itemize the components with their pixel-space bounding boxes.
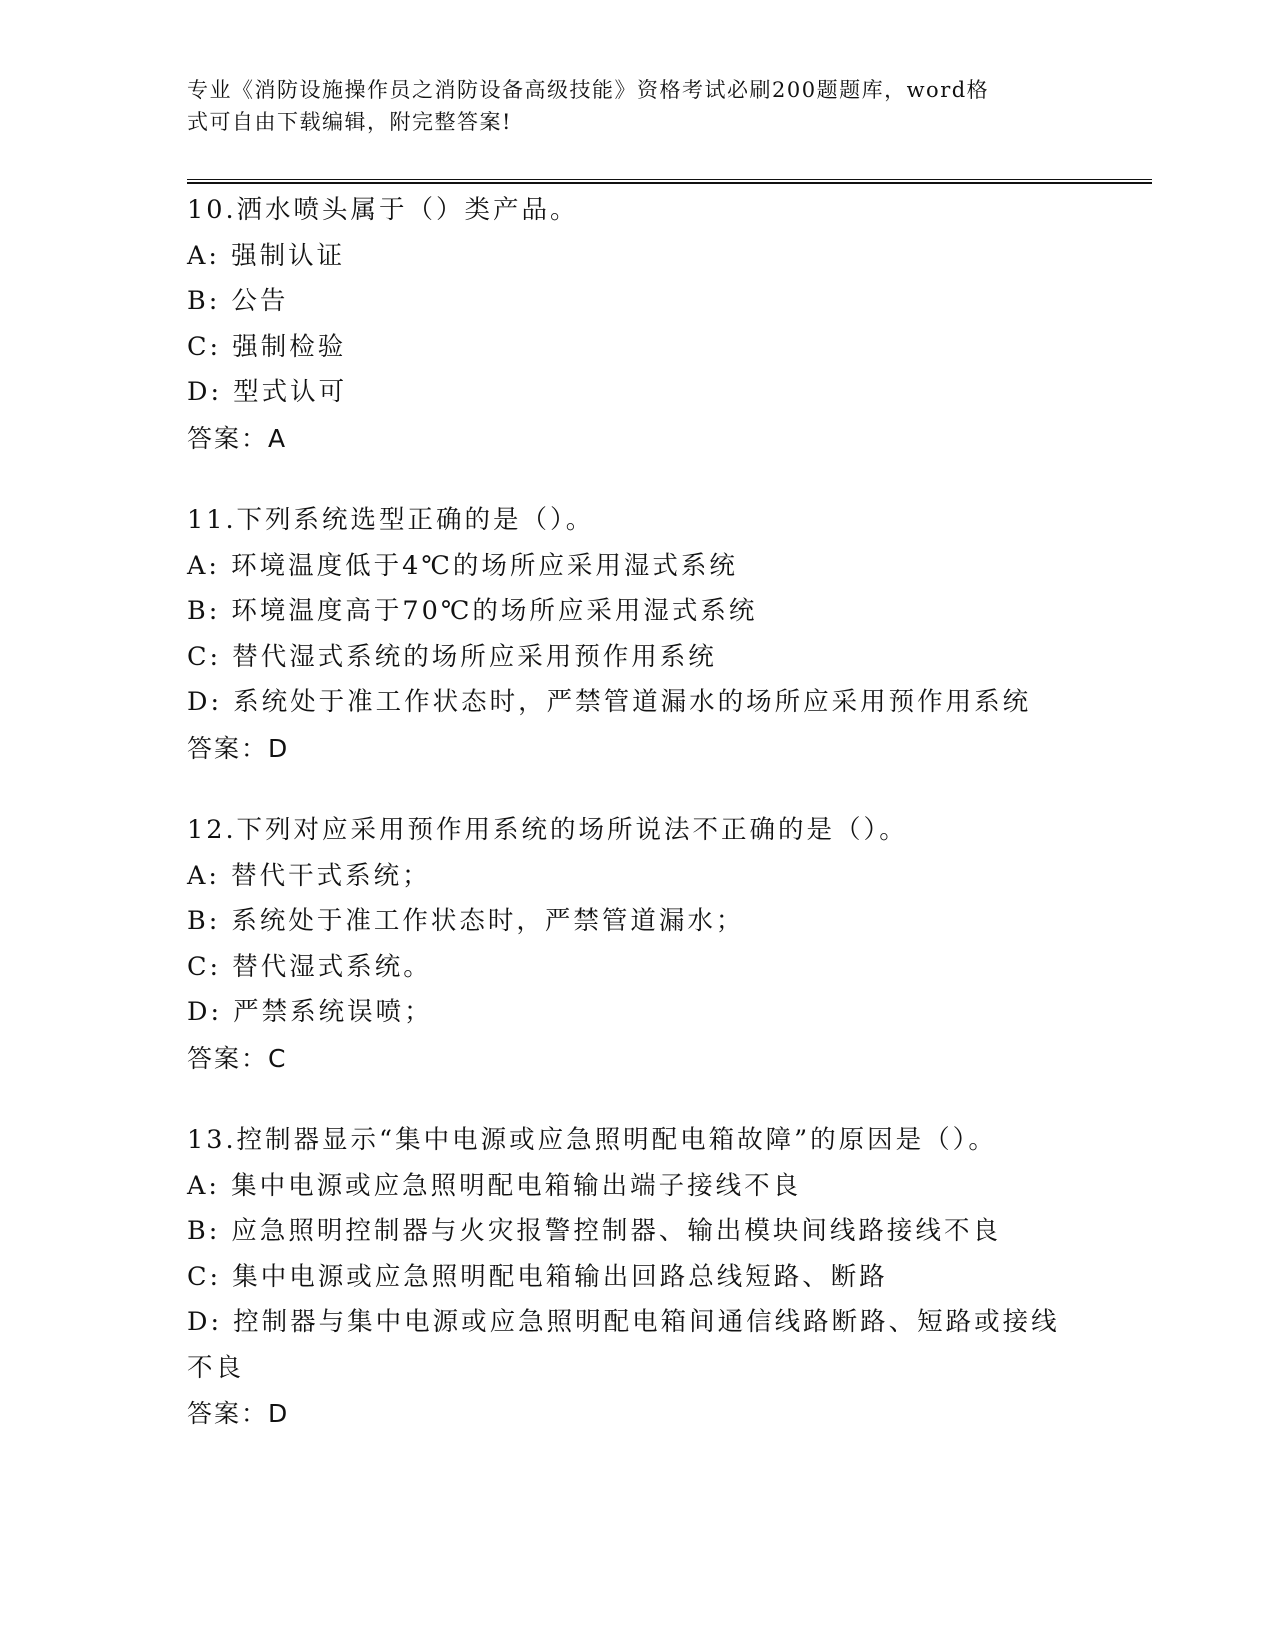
option-b: B: 公告 <box>187 286 289 316</box>
option-c: C: 集中电源或应急照明配电箱输出回路总线短路、断路 <box>187 1261 888 1292</box>
option-c: C: 强制检验 <box>187 331 347 362</box>
option-d: D: 严禁系统误喷； <box>187 997 433 1027</box>
question-stem: 11.下列系统选型正确的是（）。 <box>187 505 595 535</box>
option-b: B: 应急照明控制器与火灾报警控制器、输出模块间线路接线不良 <box>187 1216 1001 1246</box>
question-13 <box>187 1118 1087 1437</box>
option-a: A: 集中电源或应急照明配电箱输出端子接线不良 <box>187 1170 802 1201</box>
question-stem: 12.下列对应采用预作用系统的场所说法不正确的是（）。 <box>187 815 908 845</box>
question-stem: 13.控制器显示“集中电源或应急照明配电箱故障”的原因是（）。 <box>187 1125 997 1155</box>
option-a: A: 替代干式系统； <box>187 860 431 891</box>
header-divider-thick <box>187 182 1152 184</box>
option-c: C: 替代湿式系统的场所应采用预作用系统 <box>187 641 717 672</box>
answer-label: 答案：D <box>187 1399 290 1428</box>
option-d: D: 型式认可 <box>187 377 348 407</box>
answer-label: 答案：C <box>187 1043 288 1073</box>
option-b: B: 环境温度高于70℃的场所应采用湿式系统 <box>187 596 758 626</box>
question-stem: 10.洒水喷头属于（）类产品。 <box>187 195 579 225</box>
question-12 <box>187 808 1087 1081</box>
answer-label: 答案：D <box>187 733 290 763</box>
option-d: D: 控制器与集中电源或应急照明配电箱间通信线路断路、短路或接线不良 <box>187 1307 1060 1383</box>
question-list <box>187 188 1087 1474</box>
document-intro <box>187 74 1067 138</box>
option-a: A: 强制认证 <box>187 240 346 271</box>
option-b: B: 系统处于准工作状态时，严禁管道漏水； <box>187 906 745 936</box>
intro-line-1: 专业《消防设施操作员之消防设备高级技能》资格考试必刷200题题库，word格 <box>187 78 990 102</box>
header-divider-thin <box>187 179 1152 180</box>
option-a: A: 环境温度低于4℃的场所应采用湿式系统 <box>187 550 738 581</box>
option-c: C: 替代湿式系统。 <box>187 951 432 982</box>
answer-label: 答案：A <box>187 423 288 453</box>
question-11 <box>187 498 1087 771</box>
intro-line-2: 式可自由下载编辑，附完整答案! <box>187 110 512 134</box>
question-10 <box>187 188 1087 461</box>
option-d: D: 系统处于准工作状态时，严禁管道漏水的场所应采用预作用系统 <box>187 687 1032 717</box>
